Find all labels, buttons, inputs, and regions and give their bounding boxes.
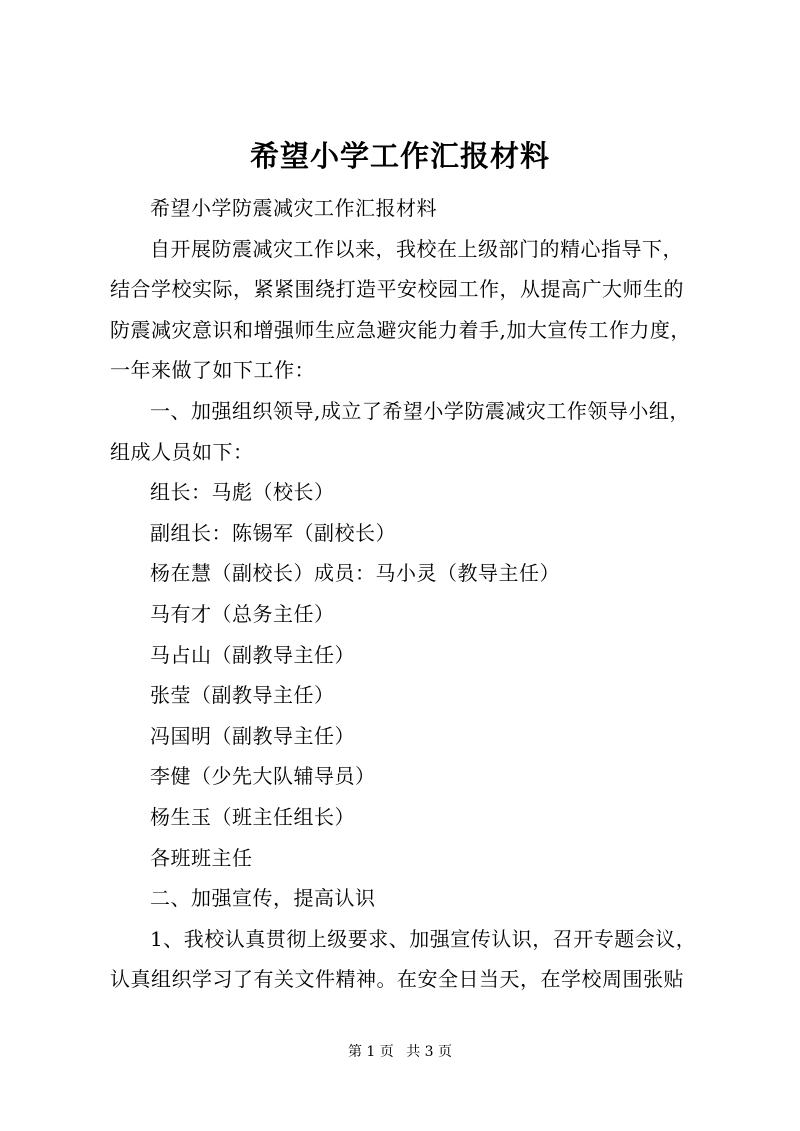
paragraph-line: 各班班主任 xyxy=(150,845,253,870)
member-item xyxy=(110,513,710,554)
paragraph-line: 1、我校认真贯彻上级要求、加强宣传认识，召开专题会议， xyxy=(150,926,697,951)
member-item xyxy=(110,838,710,879)
member-item xyxy=(110,594,710,635)
paragraph-line: 组长：马彪（校长） xyxy=(150,480,335,505)
paragraph-line: 杨在慧（副校长）成员：马小灵（教导主任） xyxy=(150,561,560,586)
paragraph-subtitle xyxy=(110,188,710,229)
paragraph-section-one xyxy=(110,391,710,472)
page-number: 第 1 页 xyxy=(347,1044,394,1060)
paragraph-line: 杨生玉（班主任组长） xyxy=(150,804,355,829)
member-item xyxy=(110,635,710,676)
paragraph-line: 一年来做了如下工作： xyxy=(110,358,315,383)
paragraph-line: 组成人员如下： xyxy=(110,439,254,464)
paragraph-line: 副组长：陈锡军（副校长） xyxy=(150,520,396,545)
paragraph-line: 李健（少先大队辅导员） xyxy=(150,764,376,789)
member-item xyxy=(110,472,710,513)
document-title: 希望小学工作汇报材料 xyxy=(249,139,550,173)
paragraph-line: 自开展防震减灾工作以来，我校在上级部门的精心指导下， xyxy=(150,236,683,261)
paragraph-line: 防震减灾意识和增强师生应急避灾能力着手,加大宣传工作力度， xyxy=(110,317,691,342)
member-item xyxy=(110,675,710,716)
paragraph-line: 结合学校实际，紧紧围绕打造平安校园工作，从提高广大师生的 xyxy=(110,277,684,302)
paragraph-line: 希望小学防震减灾工作汇报材料 xyxy=(150,196,437,220)
paragraph-line: 冯国明（副教导主任） xyxy=(150,723,355,748)
paragraph-line: 马有才（总务主任） xyxy=(150,601,335,626)
paragraph-section-two xyxy=(110,878,710,919)
member-item xyxy=(110,756,710,797)
paragraph-intro xyxy=(110,229,710,391)
member-item xyxy=(110,797,710,838)
page-total: 共 3 页 xyxy=(406,1044,453,1060)
paragraph-line: 张莹（副教导主任） xyxy=(150,683,335,708)
paragraph-line: 一、加强组织领导,成立了希望小学防震减灾工作领导小组， xyxy=(150,398,690,423)
page-footer xyxy=(0,1042,800,1062)
paragraph-line: 马占山（副教导主任） xyxy=(150,642,355,667)
paragraph-line: 认真组织学习了有关文件精神。在安全日当天，在学校周围张贴 xyxy=(110,967,684,992)
member-item xyxy=(110,716,710,757)
paragraph-line: 二、加强宣传，提高认识 xyxy=(150,886,376,911)
member-item xyxy=(110,553,710,594)
document-body xyxy=(110,188,710,1000)
paragraph-item-one xyxy=(110,919,710,1000)
